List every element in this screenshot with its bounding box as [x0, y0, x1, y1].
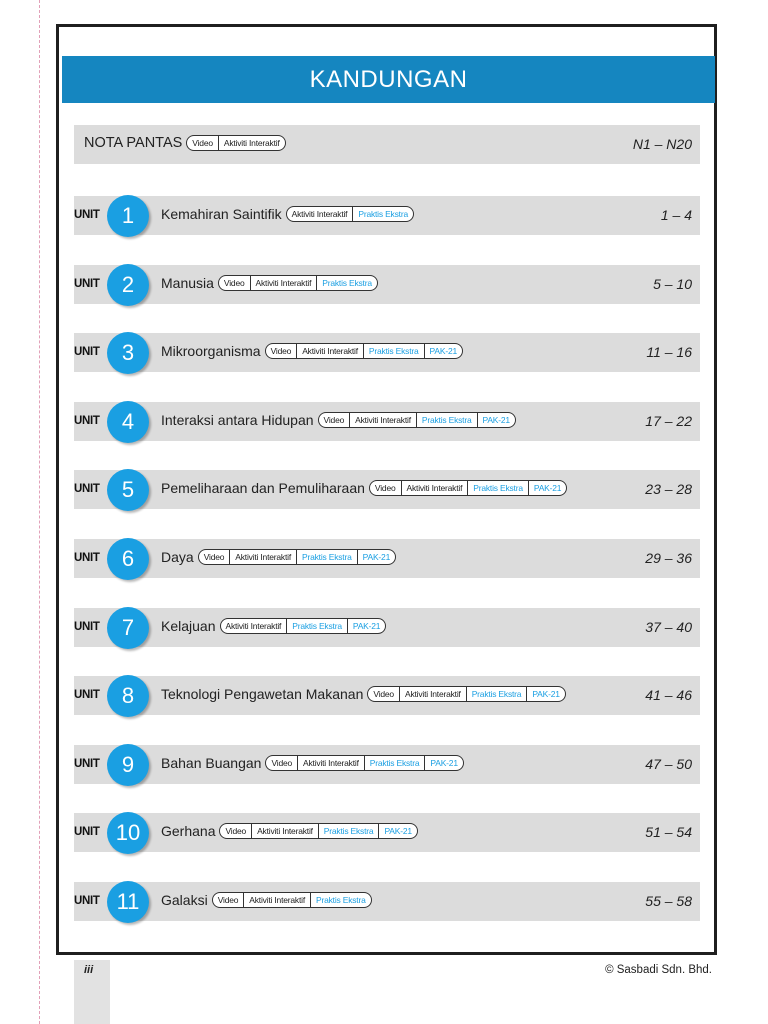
unit-title-wrap: [161, 480, 567, 496]
unit-pages: 1 – 4: [660, 207, 692, 223]
unit-title: Mikroorganisma: [161, 343, 261, 359]
unit-tag[interactable]: PAK-21: [424, 344, 462, 358]
copyright: © Sasbadi Sdn. Bhd.: [605, 964, 712, 976]
nota-tags: [186, 135, 285, 151]
unit-pages: 23 – 28: [645, 481, 692, 497]
unit-number-badge: 3: [107, 332, 149, 374]
unit-row[interactable]: [74, 402, 700, 441]
unit-label: UNIT: [74, 483, 100, 495]
unit-tag[interactable]: Praktis Ekstra: [363, 344, 424, 358]
unit-title-wrap: [161, 892, 372, 908]
unit-title: Pemeliharaan dan Pemuliharaan: [161, 480, 365, 496]
unit-tag[interactable]: PAK-21: [526, 687, 564, 701]
unit-pages: 11 – 16: [646, 344, 692, 360]
unit-pages: 47 – 50: [645, 756, 692, 772]
unit-tags: [265, 343, 463, 359]
unit-label: UNIT: [74, 758, 100, 770]
unit-tag[interactable]: Praktis Ekstra: [318, 824, 379, 838]
unit-tag[interactable]: Praktis Ekstra: [296, 550, 357, 564]
unit-tag[interactable]: PAK-21: [424, 756, 462, 770]
unit-tag[interactable]: Video: [223, 278, 245, 288]
unit-tags: [369, 480, 567, 496]
page-number: iii: [84, 964, 94, 976]
unit-tag[interactable]: Praktis Ekstra: [467, 481, 528, 495]
unit-tag[interactable]: PAK-21: [477, 413, 515, 427]
unit-row[interactable]: [74, 539, 700, 578]
unit-tag[interactable]: Aktiviti Interaktif: [296, 344, 363, 358]
unit-pages: 51 – 54: [645, 824, 692, 840]
unit-row[interactable]: [74, 882, 700, 921]
unit-number-badge: 6: [107, 538, 149, 580]
unit-tag[interactable]: PAK-21: [378, 824, 416, 838]
unit-tag[interactable]: Praktis Ekstra: [310, 893, 371, 907]
unit-tag[interactable]: Aktiviti Interaktif: [250, 276, 317, 290]
unit-label: UNIT: [74, 826, 100, 838]
unit-label: UNIT: [74, 895, 100, 907]
contents-frame: [56, 24, 717, 955]
unit-tag[interactable]: Aktiviti Interaktif: [297, 756, 364, 770]
unit-tag[interactable]: Video: [271, 758, 293, 768]
unit-row[interactable]: [74, 333, 700, 372]
unit-title-wrap: [161, 412, 516, 428]
unit-tag[interactable]: Praktis Ekstra: [352, 207, 413, 221]
unit-tags: [286, 206, 414, 222]
unit-tag[interactable]: PAK-21: [347, 619, 385, 633]
unit-title: Gerhana: [161, 823, 216, 839]
nota-tag[interactable]: Aktiviti Interaktif: [218, 136, 285, 150]
unit-row[interactable]: [74, 608, 700, 647]
unit-number-badge: 5: [107, 469, 149, 511]
unit-label: UNIT: [74, 621, 100, 633]
unit-pages: 55 – 58: [645, 893, 692, 909]
unit-tag[interactable]: Video: [225, 826, 247, 836]
unit-row[interactable]: [74, 265, 700, 304]
unit-tag[interactable]: Video: [270, 346, 292, 356]
unit-row[interactable]: [74, 813, 700, 852]
unit-tag[interactable]: Aktiviti Interaktif: [401, 481, 468, 495]
unit-tag[interactable]: Video: [374, 483, 396, 493]
unit-title-wrap: [161, 549, 396, 565]
unit-tag[interactable]: Praktis Ekstra: [466, 687, 527, 701]
unit-title: Kelajuan: [161, 618, 216, 634]
unit-title-wrap: [161, 275, 378, 291]
unit-tags: [265, 755, 463, 771]
unit-title-wrap: [161, 618, 386, 634]
unit-title: Bahan Buangan: [161, 755, 262, 771]
page-title: KANDUNGAN: [62, 56, 715, 103]
unit-row[interactable]: [74, 676, 700, 715]
unit-tag[interactable]: Video: [203, 552, 225, 562]
nota-tag[interactable]: Video: [192, 138, 213, 148]
unit-number-badge: 1: [107, 195, 149, 237]
unit-tag[interactable]: Praktis Ekstra: [364, 756, 425, 770]
unit-tag[interactable]: Aktiviti Interaktif: [349, 413, 416, 427]
unit-tag[interactable]: Aktiviti Interaktif: [251, 824, 318, 838]
unit-row[interactable]: [74, 470, 700, 509]
nota-pages: N1 – N20: [632, 136, 692, 152]
unit-label: UNIT: [74, 209, 100, 221]
margin-rule: [39, 0, 40, 1024]
unit-row[interactable]: [74, 745, 700, 784]
unit-tag[interactable]: Aktiviti Interaktif: [229, 550, 296, 564]
unit-number-badge: 11: [107, 881, 149, 923]
unit-number-badge: 4: [107, 401, 149, 443]
unit-tag[interactable]: PAK-21: [357, 550, 395, 564]
unit-tag[interactable]: Praktis Ekstra: [286, 619, 347, 633]
unit-title-wrap: [161, 206, 414, 222]
unit-title: Galaksi: [161, 892, 208, 908]
unit-label: UNIT: [74, 278, 100, 290]
unit-number-badge: 9: [107, 744, 149, 786]
unit-tag[interactable]: Video: [373, 689, 394, 699]
unit-tag[interactable]: PAK-21: [528, 481, 566, 495]
unit-title: Daya: [161, 549, 194, 565]
unit-pages: 41 – 46: [645, 687, 692, 703]
unit-label: UNIT: [74, 689, 100, 701]
unit-tags: [318, 412, 516, 428]
unit-title-wrap: [161, 686, 566, 702]
unit-title: Interaksi antara Hidupan: [161, 412, 314, 428]
unit-tag[interactable]: Video: [217, 895, 239, 905]
unit-tags: [218, 275, 378, 291]
unit-pages: 5 – 10: [653, 276, 692, 292]
unit-tag[interactable]: Praktis Ekstra: [316, 276, 377, 290]
unit-tag[interactable]: Aktiviti Interaktif: [399, 687, 466, 701]
unit-title: Manusia: [161, 275, 214, 291]
nota-title-wrap: [84, 135, 286, 151]
unit-label: UNIT: [74, 346, 100, 358]
unit-tags: [212, 892, 372, 908]
unit-row[interactable]: [74, 196, 700, 235]
unit-number-badge: 2: [107, 264, 149, 306]
unit-pages: 37 – 40: [645, 619, 692, 635]
unit-tags: [220, 618, 387, 634]
unit-label: UNIT: [74, 552, 100, 564]
unit-number-badge: 10: [107, 812, 149, 854]
unit-number-badge: 8: [107, 675, 149, 717]
unit-title-wrap: [161, 823, 418, 839]
unit-tags: [367, 686, 565, 702]
nota-title: NOTA PANTAS: [84, 135, 183, 151]
unit-tags: [219, 823, 417, 839]
unit-tag[interactable]: Aktiviti Interaktif: [291, 209, 348, 219]
unit-label: UNIT: [74, 415, 100, 427]
unit-tag[interactable]: Aktiviti Interaktif: [243, 893, 310, 907]
unit-title-wrap: [161, 755, 464, 771]
unit-number-badge: 7: [107, 607, 149, 649]
unit-title: Teknologi Pengawetan Makanan: [161, 686, 364, 702]
unit-tag[interactable]: Aktiviti Interaktif: [225, 621, 282, 631]
unit-title: Kemahiran Saintifik: [161, 206, 282, 222]
unit-title-wrap: [161, 343, 463, 359]
unit-pages: 17 – 22: [645, 413, 692, 429]
unit-tag[interactable]: Video: [323, 415, 345, 425]
unit-tags: [198, 549, 396, 565]
unit-pages: 29 – 36: [645, 550, 692, 566]
nota-pantas-row[interactable]: [74, 125, 700, 164]
unit-tag[interactable]: Praktis Ekstra: [416, 413, 477, 427]
